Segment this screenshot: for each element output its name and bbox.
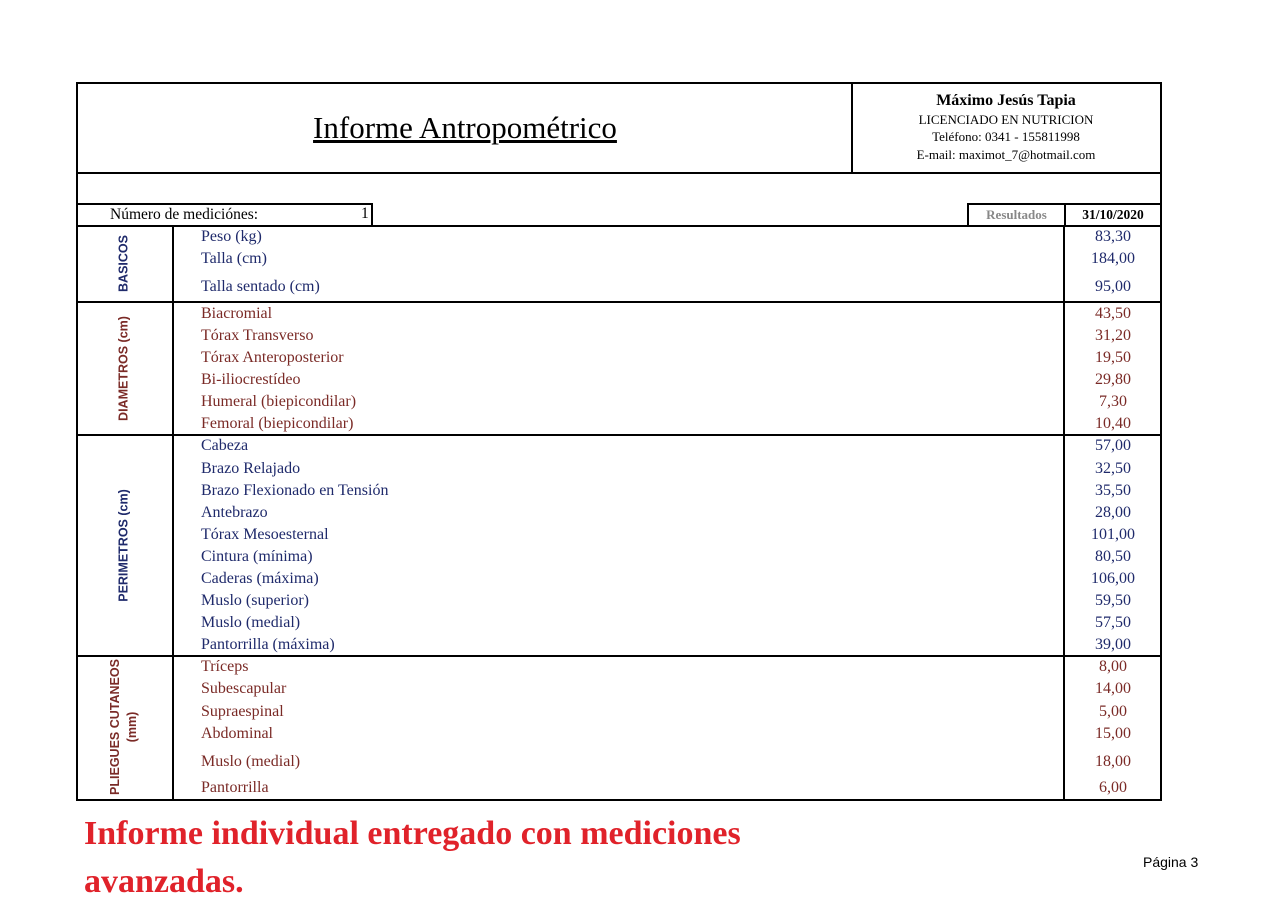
row-label: Humeral (biepicondilar) xyxy=(201,393,357,410)
row-label: Bi-iliocrestídeo xyxy=(201,371,301,388)
row-label: Tórax Mesoesternal xyxy=(201,526,329,543)
section-title-perimetros: PERIMETROS (cm) xyxy=(116,489,131,602)
footer-note-line1: Informe individual entregado con mediciones xyxy=(84,815,741,852)
row-label: Subescapular xyxy=(201,680,287,697)
row-label: Cabeza xyxy=(201,437,249,454)
section-title-pliegues-line2: (mm) xyxy=(125,711,139,743)
section-column-divider xyxy=(172,225,174,801)
row-label: Talla sentado (cm) xyxy=(201,278,320,295)
row-value: 57,00 xyxy=(1095,437,1131,454)
page-number: Página 3 xyxy=(1143,854,1199,870)
section-title-diametros: DIAMETROS (cm) xyxy=(116,316,131,421)
results-label: Resultados xyxy=(986,207,1047,222)
section-title-pliegues-line1: PLIEGUES CUTANEOS xyxy=(108,659,122,795)
row-label: Supraespinal xyxy=(201,703,284,720)
row-value: 14,00 xyxy=(1095,680,1131,697)
row-value: 35,50 xyxy=(1095,482,1131,499)
row-value: 5,00 xyxy=(1099,703,1127,720)
row-label: Caderas (máxima) xyxy=(201,570,319,587)
row-value: 31,20 xyxy=(1095,327,1131,344)
row-label: Cintura (mínima) xyxy=(201,548,313,565)
section-divider-perimetros xyxy=(76,655,1162,657)
footer-note xyxy=(84,810,741,906)
row-value: 59,50 xyxy=(1095,592,1131,609)
row-value: 95,00 xyxy=(1095,278,1131,295)
row-value: 32,50 xyxy=(1095,460,1131,477)
row-value: 80,50 xyxy=(1095,548,1131,565)
row-label: Tórax Transverso xyxy=(201,327,314,344)
row-label: Pantorrilla (máxima) xyxy=(201,636,335,653)
professional-email: E-mail: maximot_7@hotmail.com xyxy=(916,147,1096,162)
row-label: Pantorrilla xyxy=(201,779,269,796)
row-value: 19,50 xyxy=(1095,349,1131,366)
row-label: Muslo (medial) xyxy=(201,614,301,631)
row-value: 6,00 xyxy=(1099,779,1127,796)
value-column-divider xyxy=(1063,225,1065,801)
spacer-right-border xyxy=(1160,172,1162,204)
row-label: Talla (cm) xyxy=(201,250,267,267)
section-title-pliegues xyxy=(107,627,141,827)
row-value: 10,40 xyxy=(1095,415,1131,432)
section-title-basicos: BASICOS xyxy=(116,235,131,292)
row-label: Femoral (biepicondilar) xyxy=(201,415,354,432)
row-label: Tórax Anteroposterior xyxy=(201,349,344,366)
row-value: 7,30 xyxy=(1099,393,1127,410)
professional-phone: Teléfono: 0341 - 155811998 xyxy=(932,129,1080,144)
row-value: 28,00 xyxy=(1095,504,1131,521)
spacer-left-border xyxy=(76,172,78,204)
footer-note-line2: avanzadas. xyxy=(84,863,244,900)
row-label: Brazo Flexionado en Tensión xyxy=(201,482,389,499)
professional-role: LICENCIADO EN NUTRICION xyxy=(918,112,1094,127)
report-title: Informe Antropométrico xyxy=(313,110,617,145)
row-label: Antebrazo xyxy=(201,504,268,521)
section-divider-basicos xyxy=(76,301,1162,303)
row-label: Abdominal xyxy=(201,725,273,742)
measurements-count: 1 xyxy=(361,205,369,222)
row-label: Muslo (superior) xyxy=(201,592,309,609)
row-value: 15,00 xyxy=(1095,725,1131,742)
professional-name: Máximo Jesús Tapia xyxy=(936,92,1076,109)
row-value: 18,00 xyxy=(1095,753,1131,770)
measurements-label: Número de mediciónes: xyxy=(110,206,259,223)
row-label: Brazo Relajado xyxy=(201,460,301,477)
row-value: 29,80 xyxy=(1095,371,1131,388)
row-value: 106,00 xyxy=(1091,570,1135,587)
row-value: 8,00 xyxy=(1099,658,1127,675)
row-label: Tríceps xyxy=(201,658,249,675)
row-value: 39,00 xyxy=(1095,636,1131,653)
row-value: 43,50 xyxy=(1095,305,1131,322)
row-label: Muslo (medial) xyxy=(201,753,301,770)
row-value: 101,00 xyxy=(1091,526,1135,543)
row-value: 83,30 xyxy=(1095,228,1131,245)
row-label: Biacromial xyxy=(201,305,273,322)
row-value: 184,00 xyxy=(1091,250,1135,267)
report-date: 31/10/2020 xyxy=(1082,207,1144,222)
row-label: Peso (kg) xyxy=(201,228,262,245)
section-divider-diametros xyxy=(76,434,1162,436)
row-value: 57,50 xyxy=(1095,614,1131,631)
